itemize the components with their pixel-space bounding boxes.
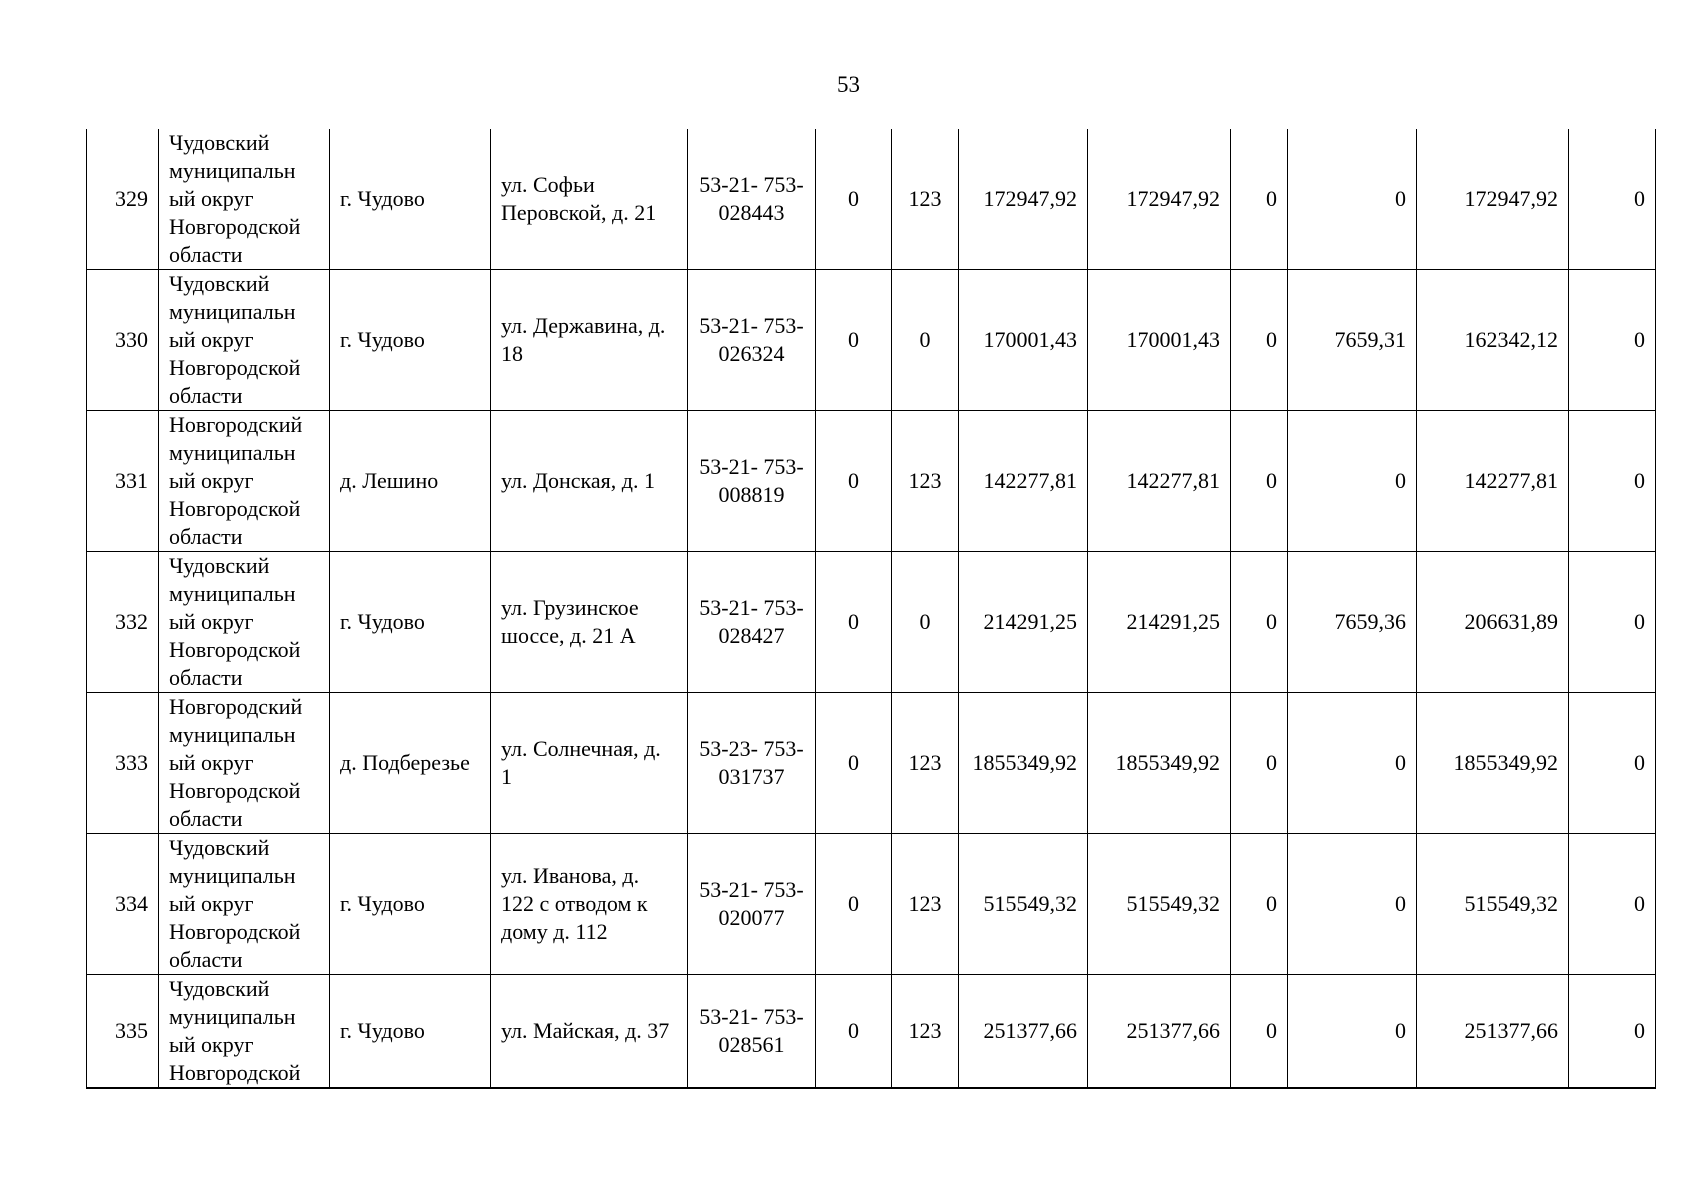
address-cell: ул. Майская, д. 37	[491, 975, 688, 1089]
value-cell: 0	[1231, 129, 1288, 270]
value-cell: 0	[816, 975, 892, 1089]
value-cell: 0	[1569, 834, 1656, 975]
value-cell: 0	[1231, 270, 1288, 411]
row-number-cell: 332	[87, 552, 159, 693]
value-cell: 0	[1288, 975, 1417, 1089]
code-cell: 53-21- 753- 028427	[688, 552, 816, 693]
table-row	[87, 975, 1656, 1089]
value-cell: 123	[892, 834, 959, 975]
settlement-cell: г. Чудово	[330, 552, 491, 693]
row-number-cell: 335	[87, 975, 159, 1089]
table-row	[87, 129, 1656, 270]
value-cell: 123	[892, 411, 959, 552]
registry-table	[86, 129, 1656, 1089]
value-cell: 0	[1288, 411, 1417, 552]
value-cell: 0	[816, 552, 892, 693]
value-cell: 0	[892, 270, 959, 411]
settlement-cell: г. Чудово	[330, 834, 491, 975]
value-cell: 123	[892, 975, 959, 1089]
value-cell: 0	[1231, 834, 1288, 975]
value-cell: 162342,12	[1417, 270, 1569, 411]
value-cell: 0	[816, 834, 892, 975]
table-row	[87, 411, 1656, 552]
table-row	[87, 552, 1656, 693]
value-cell: 0	[816, 129, 892, 270]
municipality-cell: Новгородский муниципальн ый округ Новгородской области	[159, 411, 330, 552]
code-cell: 53-21- 753- 028443	[688, 129, 816, 270]
value-cell: 0	[1569, 693, 1656, 834]
value-cell: 251377,66	[959, 975, 1088, 1089]
value-cell: 0	[1569, 411, 1656, 552]
code-cell: 53-21- 753- 008819	[688, 411, 816, 552]
row-number-cell: 334	[87, 834, 159, 975]
table-row	[87, 270, 1656, 411]
value-cell: 0	[816, 411, 892, 552]
value-cell: 214291,25	[959, 552, 1088, 693]
value-cell: 515549,32	[1088, 834, 1231, 975]
settlement-cell: д. Лешино	[330, 411, 491, 552]
value-cell: 0	[1569, 129, 1656, 270]
row-number-cell: 330	[87, 270, 159, 411]
page-number: 53	[837, 72, 860, 97]
value-cell: 0	[1288, 129, 1417, 270]
row-number-cell: 331	[87, 411, 159, 552]
value-cell: 0	[892, 552, 959, 693]
value-cell: 123	[892, 693, 959, 834]
municipality-cell: Чудовский муниципальн ый округ Новгородской области	[159, 552, 330, 693]
address-cell: ул. Донская, д. 1	[491, 411, 688, 552]
value-cell: 142277,81	[1088, 411, 1231, 552]
value-cell: 214291,25	[1088, 552, 1231, 693]
value-cell: 7659,36	[1288, 552, 1417, 693]
value-cell: 170001,43	[959, 270, 1088, 411]
value-cell: 0	[1231, 693, 1288, 834]
value-cell: 0	[1569, 270, 1656, 411]
value-cell: 170001,43	[1088, 270, 1231, 411]
value-cell: 0	[1569, 975, 1656, 1089]
value-cell: 142277,81	[1417, 411, 1569, 552]
value-cell: 0	[816, 270, 892, 411]
value-cell: 172947,92	[1088, 129, 1231, 270]
address-cell: ул. Софьи Перовской, д. 21	[491, 129, 688, 270]
municipality-cell: Чудовский муниципальн ый округ Новгородской	[159, 975, 330, 1089]
value-cell: 172947,92	[959, 129, 1088, 270]
municipality-cell: Чудовский муниципальн ый округ Новгородской области	[159, 129, 330, 270]
settlement-cell: г. Чудово	[330, 129, 491, 270]
value-cell: 0	[1231, 552, 1288, 693]
value-cell: 515549,32	[959, 834, 1088, 975]
table-row	[87, 834, 1656, 975]
value-cell: 0	[1231, 975, 1288, 1089]
value-cell: 0	[1231, 411, 1288, 552]
value-cell: 1855349,92	[1088, 693, 1231, 834]
value-cell: 0	[1288, 693, 1417, 834]
municipality-cell: Чудовский муниципальн ый округ Новгородской области	[159, 834, 330, 975]
row-number-cell: 329	[87, 129, 159, 270]
settlement-cell: г. Чудово	[330, 270, 491, 411]
value-cell: 1855349,92	[959, 693, 1088, 834]
value-cell: 206631,89	[1417, 552, 1569, 693]
municipality-cell: Новгородский муниципальн ый округ Новгородской области	[159, 693, 330, 834]
settlement-cell: г. Чудово	[330, 975, 491, 1089]
value-cell: 142277,81	[959, 411, 1088, 552]
value-cell: 7659,31	[1288, 270, 1417, 411]
code-cell: 53-23- 753- 031737	[688, 693, 816, 834]
address-cell: ул. Иванова, д. 122 с отводом к дому д. 112	[491, 834, 688, 975]
address-cell: ул. Солнечная, д. 1	[491, 693, 688, 834]
municipality-cell: Чудовский муниципальн ый округ Новгородской области	[159, 270, 330, 411]
value-cell: 123	[892, 129, 959, 270]
row-number-cell: 333	[87, 693, 159, 834]
address-cell: ул. Грузинское шоссе, д. 21 А	[491, 552, 688, 693]
value-cell: 172947,92	[1417, 129, 1569, 270]
value-cell: 251377,66	[1417, 975, 1569, 1089]
table-row	[87, 693, 1656, 834]
code-cell: 53-21- 753- 028561	[688, 975, 816, 1089]
value-cell: 515549,32	[1417, 834, 1569, 975]
value-cell: 0	[1288, 834, 1417, 975]
value-cell: 0	[816, 693, 892, 834]
value-cell: 1855349,92	[1417, 693, 1569, 834]
settlement-cell: д. Подберезье	[330, 693, 491, 834]
code-cell: 53-21- 753- 020077	[688, 834, 816, 975]
address-cell: ул. Державина, д. 18	[491, 270, 688, 411]
code-cell: 53-21- 753- 026324	[688, 270, 816, 411]
value-cell: 0	[1569, 552, 1656, 693]
value-cell: 251377,66	[1088, 975, 1231, 1089]
